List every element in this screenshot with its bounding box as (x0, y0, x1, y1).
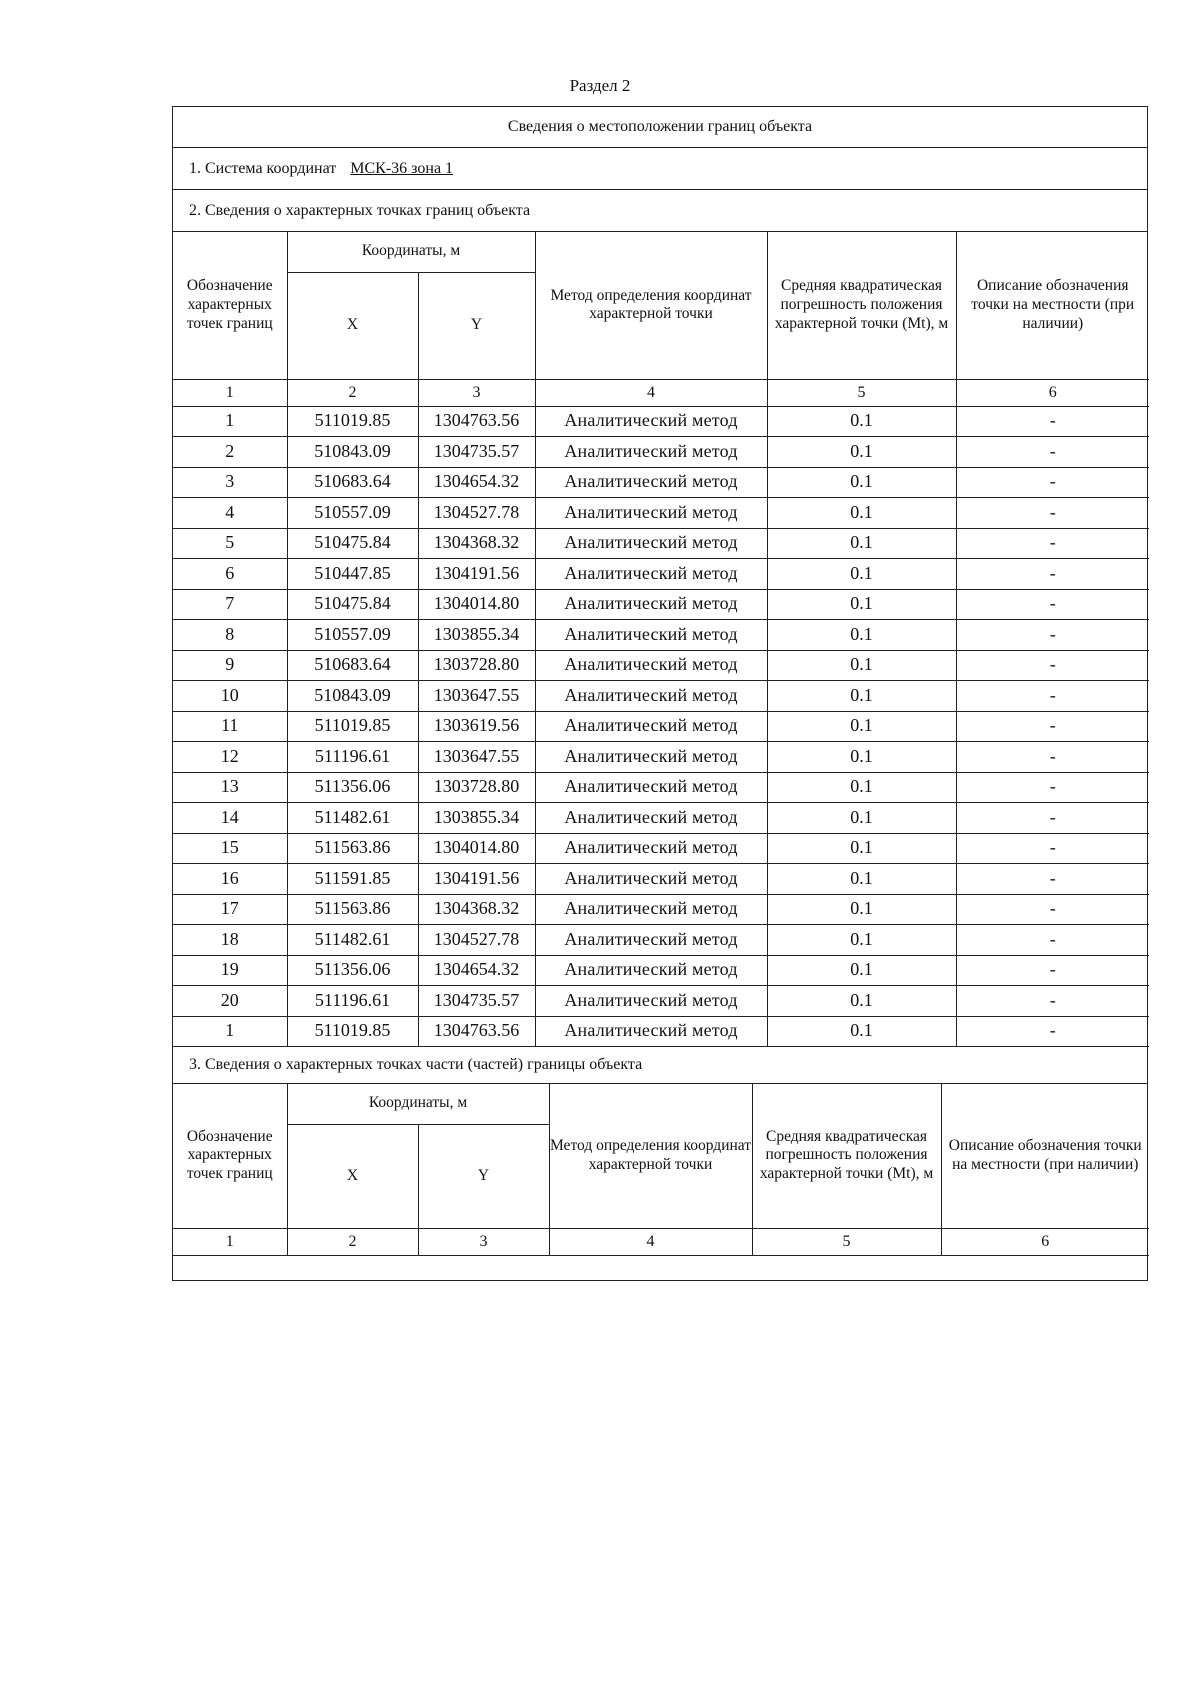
col-method: Метод определения координат характерной точки (535, 232, 767, 379)
col-coords: Координаты, м (287, 232, 535, 272)
cell-method: Аналитический метод (535, 955, 767, 986)
cell-description: - (956, 528, 1149, 559)
cell-point-number: 10 (173, 681, 287, 712)
cell-mt-error: 0.1 (767, 742, 956, 773)
cell-x-coord: 511019.85 (287, 711, 418, 742)
coord-system-label: 1. Система координат (189, 159, 337, 177)
cell-mt-error: 0.1 (767, 925, 956, 956)
cell-mt-error: 0.1 (767, 986, 956, 1017)
cell-x-coord: 510843.09 (287, 437, 418, 468)
col-description: Описание обозначения точки на местности (при наличии) (956, 232, 1149, 379)
cell-method: Аналитический метод (535, 437, 767, 468)
cell-description: - (956, 803, 1149, 834)
col-error: Средняя квадратическая погрешность положения характерной точки (Mt), м (767, 232, 956, 379)
cell-x-coord: 511563.86 (287, 894, 418, 925)
cell-point-number: 19 (173, 955, 287, 986)
table-row (173, 986, 1149, 1017)
cell-x-coord: 511356.06 (287, 772, 418, 803)
cell-x-coord: 511196.61 (287, 742, 418, 773)
cell-point-number: 3 (173, 467, 287, 498)
cell-mt-error: 0.1 (767, 589, 956, 620)
cell-description: - (956, 681, 1149, 712)
col-num: 4 (549, 1228, 752, 1255)
cell-mt-error: 0.1 (767, 620, 956, 651)
cell-point-number: 20 (173, 986, 287, 1017)
table-row (173, 803, 1149, 834)
cell-method: Аналитический метод (535, 406, 767, 437)
cell-y-coord: 1304527.78 (418, 925, 535, 956)
cell-mt-error: 0.1 (767, 528, 956, 559)
part-column-number-row (173, 1228, 1149, 1255)
cell-method: Аналитический метод (535, 1016, 767, 1047)
cell-method: Аналитический метод (535, 772, 767, 803)
table-row (173, 559, 1149, 590)
cell-description: - (956, 833, 1149, 864)
cell-y-coord: 1303619.56 (418, 711, 535, 742)
cell-description: - (956, 864, 1149, 895)
cell-method: Аналитический метод (535, 986, 767, 1017)
cell-point-number: 8 (173, 620, 287, 651)
cell-method: Аналитический метод (535, 803, 767, 834)
cell-x-coord: 511196.61 (287, 986, 418, 1017)
table-row (173, 467, 1149, 498)
cell-x-coord: 510683.64 (287, 650, 418, 681)
table-row (173, 528, 1149, 559)
cell-x-coord: 510843.09 (287, 681, 418, 712)
column-number-row (173, 379, 1149, 406)
cell-y-coord: 1304735.57 (418, 437, 535, 468)
part-points-table (173, 1084, 1149, 1256)
cell-method: Аналитический метод (535, 467, 767, 498)
cell-y-coord: 1304014.80 (418, 589, 535, 620)
cell-point-number: 1 (173, 1016, 287, 1047)
col-num: 4 (535, 379, 767, 406)
cell-method: Аналитический метод (535, 833, 767, 864)
part-col-y: Y (418, 1124, 549, 1228)
table-row (173, 711, 1149, 742)
cell-description: - (956, 1016, 1149, 1047)
table-row (173, 864, 1149, 895)
part-points-section-header: 3. Сведения о характерных точках части (частей) границы объекта (173, 1047, 1147, 1084)
col-x: X (287, 272, 418, 379)
cell-x-coord: 510557.09 (287, 498, 418, 529)
table-row (173, 437, 1149, 468)
cell-point-number: 14 (173, 803, 287, 834)
cell-x-coord: 511356.06 (287, 955, 418, 986)
table-row (173, 833, 1149, 864)
cell-method: Аналитический метод (535, 925, 767, 956)
col-num: 1 (173, 379, 287, 406)
cell-description: - (956, 559, 1149, 590)
cell-y-coord: 1304763.56 (418, 406, 535, 437)
cell-mt-error: 0.1 (767, 711, 956, 742)
cell-description: - (956, 772, 1149, 803)
cell-description: - (956, 986, 1149, 1017)
cell-point-number: 17 (173, 894, 287, 925)
cell-method: Аналитический метод (535, 620, 767, 651)
col-num: 3 (418, 379, 535, 406)
col-num: 5 (752, 1228, 941, 1255)
table-row (173, 742, 1149, 773)
cell-point-number: 4 (173, 498, 287, 529)
cell-y-coord: 1304191.56 (418, 559, 535, 590)
cell-mt-error: 0.1 (767, 833, 956, 864)
cell-y-coord: 1303855.34 (418, 620, 535, 651)
cell-method: Аналитический метод (535, 711, 767, 742)
col-point-label: Обозначение характерных точек границ (173, 232, 287, 379)
cell-mt-error: 0.1 (767, 894, 956, 925)
cell-description: - (956, 406, 1149, 437)
cell-point-number: 6 (173, 559, 287, 590)
cell-point-number: 12 (173, 742, 287, 773)
table-row (173, 589, 1149, 620)
cell-y-coord: 1304014.80 (418, 833, 535, 864)
cell-description: - (956, 711, 1149, 742)
cell-mt-error: 0.1 (767, 864, 956, 895)
cell-point-number: 16 (173, 864, 287, 895)
cell-y-coord: 1304763.56 (418, 1016, 535, 1047)
table-row (173, 925, 1149, 956)
section-label: Раздел 2 (569, 76, 631, 95)
cell-mt-error: 0.1 (767, 681, 956, 712)
cell-x-coord: 511019.85 (287, 406, 418, 437)
part-col-method: Метод определения координат характерной точки (549, 1084, 752, 1228)
table-row (173, 1016, 1149, 1047)
cell-description: - (956, 437, 1149, 468)
cell-y-coord: 1303855.34 (418, 803, 535, 834)
cell-method: Аналитический метод (535, 864, 767, 895)
cell-point-number: 7 (173, 589, 287, 620)
table-row (173, 681, 1149, 712)
points-section-header: 2. Сведения о характерных точках границ объекта (173, 190, 1147, 232)
col-num: 6 (941, 1228, 1149, 1255)
cell-description: - (956, 650, 1149, 681)
cell-y-coord: 1304368.32 (418, 894, 535, 925)
cell-mt-error: 0.1 (767, 559, 956, 590)
cell-mt-error: 0.1 (767, 955, 956, 986)
table-row (173, 406, 1149, 437)
col-y: Y (418, 272, 535, 379)
cell-mt-error: 0.1 (767, 498, 956, 529)
table-row (173, 620, 1149, 651)
cell-mt-error: 0.1 (767, 650, 956, 681)
cell-y-coord: 1304654.32 (418, 467, 535, 498)
cell-description: - (956, 894, 1149, 925)
cell-method: Аналитический метод (535, 681, 767, 712)
cell-point-number: 2 (173, 437, 287, 468)
cell-method: Аналитический метод (535, 528, 767, 559)
cell-x-coord: 511563.86 (287, 833, 418, 864)
cell-y-coord: 1304654.32 (418, 955, 535, 986)
cell-method: Аналитический метод (535, 742, 767, 773)
col-num: 2 (287, 379, 418, 406)
table-row (173, 894, 1149, 925)
cell-description: - (956, 467, 1149, 498)
cell-point-number: 13 (173, 772, 287, 803)
part-col-description: Описание обозначения точки на местности (при наличии) (941, 1084, 1149, 1228)
part-col-x: X (287, 1124, 418, 1228)
table-row (173, 955, 1149, 986)
cell-mt-error: 0.1 (767, 772, 956, 803)
cell-x-coord: 510447.85 (287, 559, 418, 590)
cell-y-coord: 1303728.80 (418, 772, 535, 803)
cell-mt-error: 0.1 (767, 406, 956, 437)
cell-point-number: 9 (173, 650, 287, 681)
cell-y-coord: 1304191.56 (418, 864, 535, 895)
cell-x-coord: 510557.09 (287, 620, 418, 651)
cell-mt-error: 0.1 (767, 1016, 956, 1047)
cell-method: Аналитический метод (535, 650, 767, 681)
cell-x-coord: 511482.61 (287, 925, 418, 956)
cell-method: Аналитический метод (535, 589, 767, 620)
cell-x-coord: 511482.61 (287, 803, 418, 834)
cell-point-number: 18 (173, 925, 287, 956)
cell-method: Аналитический метод (535, 894, 767, 925)
table-row (173, 650, 1149, 681)
cell-x-coord: 511591.85 (287, 864, 418, 895)
cell-point-number: 15 (173, 833, 287, 864)
frame-header: Сведения о местоположении границ объекта (173, 107, 1147, 148)
col-num: 5 (767, 379, 956, 406)
cell-y-coord: 1303647.55 (418, 681, 535, 712)
cell-y-coord: 1304368.32 (418, 528, 535, 559)
cell-mt-error: 0.1 (767, 803, 956, 834)
cell-y-coord: 1304735.57 (418, 986, 535, 1017)
cell-y-coord: 1303647.55 (418, 742, 535, 773)
cell-x-coord: 511019.85 (287, 1016, 418, 1047)
cell-x-coord: 510683.64 (287, 467, 418, 498)
cell-x-coord: 510475.84 (287, 589, 418, 620)
cell-mt-error: 0.1 (767, 467, 956, 498)
col-num: 3 (418, 1228, 549, 1255)
cell-description: - (956, 955, 1149, 986)
part-col-point-label: Обозначение характерных точек границ (173, 1084, 287, 1228)
cell-description: - (956, 620, 1149, 651)
cell-point-number: 1 (173, 406, 287, 437)
cell-method: Аналитический метод (535, 559, 767, 590)
cell-mt-error: 0.1 (767, 437, 956, 468)
cell-description: - (956, 498, 1149, 529)
cell-method: Аналитический метод (535, 498, 767, 529)
col-num: 1 (173, 1228, 287, 1255)
cell-point-number: 11 (173, 711, 287, 742)
col-num: 2 (287, 1228, 418, 1255)
cell-y-coord: 1303728.80 (418, 650, 535, 681)
boundary-info-frame (172, 106, 1148, 1281)
table-row (173, 498, 1149, 529)
cell-description: - (956, 589, 1149, 620)
cell-y-coord: 1304527.78 (418, 498, 535, 529)
part-col-coords: Координаты, м (287, 1084, 549, 1124)
cell-description: - (956, 742, 1149, 773)
part-col-error: Средняя квадратическая погрешность положения характерной точки (Mt), м (752, 1084, 941, 1228)
part-points-empty-row (173, 1256, 1147, 1281)
cell-x-coord: 510475.84 (287, 528, 418, 559)
col-num: 6 (956, 379, 1149, 406)
cell-point-number: 5 (173, 528, 287, 559)
table-row (173, 772, 1149, 803)
coord-system-row (173, 148, 1147, 190)
points-table (173, 232, 1149, 1047)
cell-description: - (956, 925, 1149, 956)
coord-system-value: МСК-36 зона 1 (350, 159, 454, 177)
